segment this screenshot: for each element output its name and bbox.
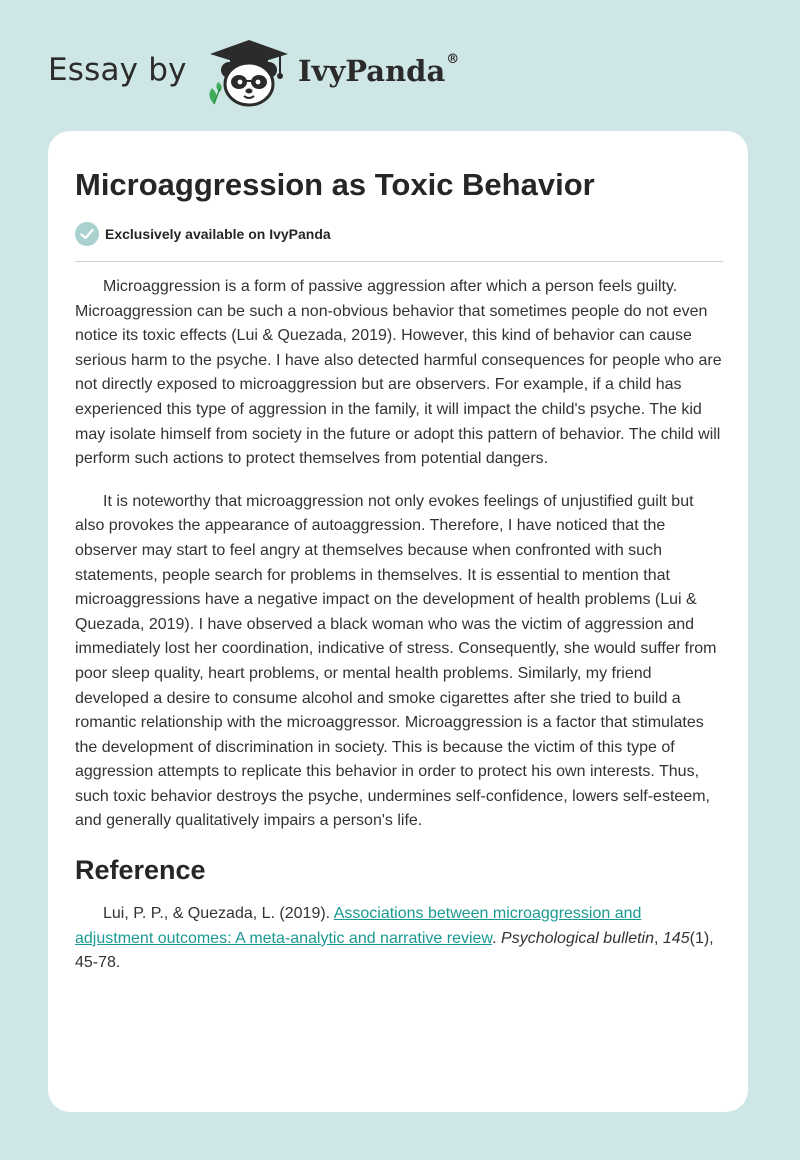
reference-heading: Reference <box>75 855 206 886</box>
divider <box>75 261 723 262</box>
paragraph: Microaggression is a form of passive aggression after which a person feels guilty. Microaggression can be such a non-obvious behavior that sometimes people do not even notice its toxic effects (Lui & Quezada, 2019). However, this kind of behavior can cause serious harm to the psyche. I have also detected harmful consequences for people who are not directly exposed to microaggression but are observers. For example, if a child has experienced this type of aggression in the family, it will impact the child's psyche. The kid may isolate himself from society in the future or adopt this pattern of behavior. The child will perform such actions to protect themselves from potential dangers. <box>75 278 722 468</box>
site-header <box>48 38 748 108</box>
reference-issue-pages: (1), 45-78. <box>75 929 714 972</box>
paragraph: It is noteworthy that microaggression not only evokes feelings of unjustified guilt but also provokes the appearance of autoaggression. Therefore, I have noticed that the observer may start to feel angry at themselves because when confronted with such statements, people search for problems in themselves. It is essential to mention that microaggressions have a negative impact on the development of health problems (Lui & Quezada, 2019). I have observed a black woman who was the victim of aggression and immediately lost her coordination, indicative of stress. Consequently, she would suffer from poor sleep quality, heart problems, or mental health problems. Similarly, my friend developed a desire to consume alcohol and smoke cigarettes after she tried to build a romantic relationship with the microaggressor. Microaggression is a factor that stimulates the development of discrimination in society. This is because the victim of this type of aggression attempts to replicate this behavior in order to protect his own interests. Thus, such toxic behavior destroys the psyche, undermines self-confidence, lowers self-esteem, and generally qualitatively impairs a person's life. <box>75 492 717 830</box>
panda-graduate-logo-icon[interactable] <box>204 38 294 108</box>
brand-name: IvyPanda® <box>298 52 460 88</box>
reference-journal: Psychological bulletin <box>501 929 654 947</box>
check-circle-icon <box>75 222 99 246</box>
article-card <box>48 131 748 1112</box>
reference-authors: Lui, P. P., & Quezada, L. (2019). <box>103 905 331 923</box>
page-title: Microaggression as Toxic Behavior <box>75 167 595 202</box>
exclusive-badge <box>75 222 331 246</box>
registered-mark: ® <box>446 52 460 67</box>
reference-link[interactable]: Associations between microaggression and adjustment outcomes: A meta-analytic and narrative review <box>75 905 642 947</box>
reference-entry: Lui, P. P., & Quezada, L. (2019). Associations between microaggression and adjustment outcomes: A meta-analytic and narrative review. Psychological bulletin, 145(1), 45-78. <box>75 905 714 972</box>
exclusive-badge-text: Exclusively available on IvyPanda <box>105 226 331 242</box>
article-body <box>75 275 723 976</box>
brand-prefix: Essay by <box>48 52 187 88</box>
reference-volume: 145 <box>662 929 690 947</box>
